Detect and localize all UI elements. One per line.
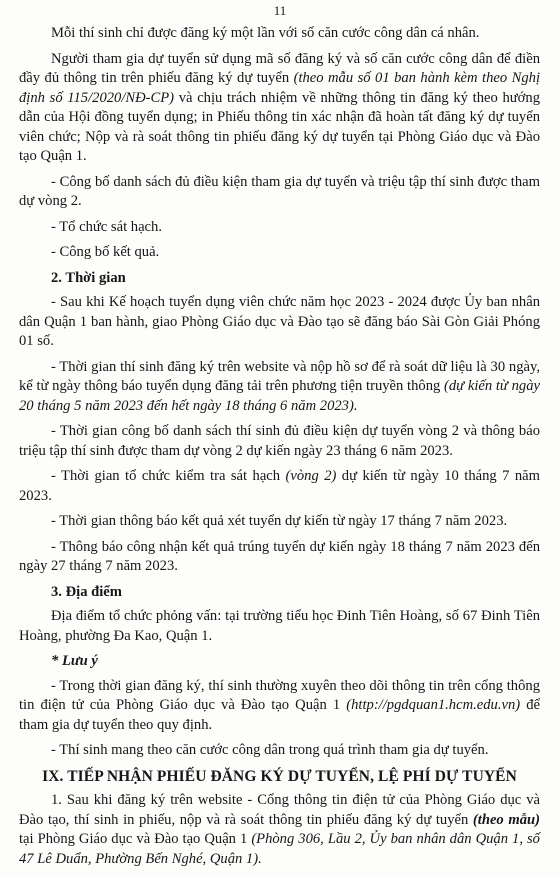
page-number: 11: [273, 3, 287, 18]
text-run: 1. Sau khi đăng ký trên website - Cổng thông tin điện tử của Phòng Giáo dục và Đào tạo, thí sinh in phiếu, nộp và rà soát thông tin phiếu đăng ký dự tuyển: [19, 792, 540, 828]
paragraph: Địa điểm tổ chức phỏng vấn: tại trường tiểu học Đinh Tiên Hoàng, số 67 Đinh Tiên Hoàng, phường Đa Kao, Quận 1.: [19, 608, 540, 644]
text-run: dự kiến từ ngày 10 tháng 7 năm 2023.: [19, 468, 540, 504]
note-heading: * Lưu ý: [51, 653, 98, 669]
paragraph: [19, 50, 540, 167]
paragraph: [19, 358, 540, 417]
section-heading: 2. Thời gian: [51, 269, 126, 286]
text-run-italic: (dự kiến từ ngày 20 tháng 5 năm 2023 đến hết ngày 18 tháng 6 năm 2023).: [19, 378, 540, 414]
paragraph: - Thí sinh mang theo căn cước công dân trong quá trình tham gia dự tuyển.: [51, 742, 489, 758]
text-run: - Thời gian tổ chức kiểm tra sát hạch: [51, 468, 286, 484]
paragraph: [19, 677, 540, 736]
section-heading: 3. Địa điểm: [51, 583, 122, 600]
paragraph: - Thông báo công nhận kết quả trúng tuyển dự kiến ngày 18 tháng 7 năm 2023 đến ngày 27 tháng 7 năm 2023.: [19, 538, 540, 574]
paragraph: - Công bố kết quả.: [51, 244, 160, 260]
text-run-italic: (theo mẫu số 01 ban hành kèm theo Nghị định số 115/2020/NĐ-CP): [19, 70, 540, 106]
paragraph: Mỗi thí sinh chỉ được đăng ký một lần với số căn cước công dân cá nhân.: [51, 25, 480, 41]
text-run: và chịu trách nhiệm về những thông tin đăng ký theo hướng dẫn của Hội đồng tuyển dụng; in Phiếu thông tin xác nhận đã hoàn tất đăng ký dự tuyển viên chức; Nộp và rà soát thông tin phiếu đăng ký dự tuyển tại Phòng Giáo dục và Đào tạo Quận 1.: [19, 89, 540, 164]
paragraph: - Công bố danh sách đủ điều kiện tham gia dự tuyển và triệu tập thí sinh được tham dự vòng 2.: [19, 173, 540, 209]
text-run: Người tham gia dự tuyển sử dụng mã số đăng ký và số căn cước công dân để điền đầy đủ thông tin trên phiếu đăng ký dự tuyển: [19, 50, 540, 86]
text-run: để tham gia dự tuyển theo quy định.: [19, 697, 540, 733]
text-run: - Thời gian thí sinh đăng ký trên website và nộp hồ sơ để rà soát dữ liệu là 30 ngày, kể từ ngày thông báo tuyển dụng đăng tải trên phương tiện truyền thông: [19, 358, 540, 394]
paragraph: [19, 791, 540, 869]
paragraph: - Thời gian công bố danh sách thí sinh đủ điều kiện dự tuyển vòng 2 và thông báo triệu tập thí sinh được tham dự vòng 2 dự kiến ngày 23 tháng 6 năm 2023.: [19, 423, 540, 459]
text-run-italic: (http://pgdquan1.hcm.edu.vn): [346, 697, 521, 713]
text-run-italic: (Phòng 306, Lầu 2, Ủy ban nhân dân Quận 1, số 47 Lê Duẩn, Phường Bến Nghé, Quận 1).: [19, 831, 540, 867]
page-body: [19, 24, 540, 875]
chapter-heading: IX. TIẾP NHẬN PHIẾU ĐĂNG KÝ DỰ TUYỂN, LỆ PHÍ DỰ TUYỂN: [42, 767, 517, 785]
paragraph: - Tổ chức sát hạch.: [51, 218, 162, 235]
text-run: - Trong thời gian đăng ký, thí sinh thường xuyên theo dõi thông tin trên cổng thông tin điện tử của Phòng Giáo dục và Đào tạo Quận 1: [19, 677, 540, 713]
text-run-italic: (theo mẫu): [472, 811, 540, 828]
text-run: tại Phòng Giáo dục và Đào tạo Quận 1: [19, 831, 252, 847]
paragraph: - Sau khi Kế hoạch tuyển dụng viên chức năm học 2023 - 2024 được Ủy ban nhân dân Quận 1 ban hành, giao Phòng Giáo dục và Đào tạo sẽ đăng báo Sài Gòn Giải Phóng 01 số.: [19, 294, 540, 349]
paragraph: - Thời gian thông báo kết quả xét tuyển dự kiến từ ngày 17 tháng 7 năm 2023.: [51, 513, 508, 529]
paragraph: [19, 467, 540, 506]
text-run-italic: (vòng 2): [285, 468, 337, 484]
